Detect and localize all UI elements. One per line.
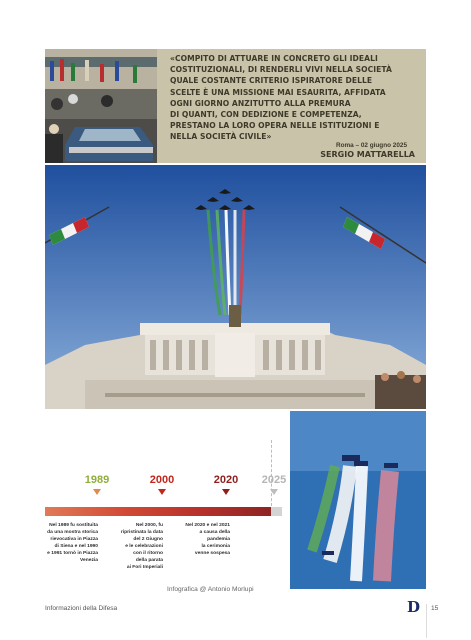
quote-panel: [157, 49, 426, 163]
quote-line: OGNI GIORNO ANZITUTTO ALLA PREMURA: [170, 98, 351, 108]
timeline-note-2020: Nel 2020 e nel 2021 a causa della pandemia la cerimonia venne sospesa: [185, 523, 230, 556]
timeline-note-1989: Nel 1989 fu sostituita da una mostra storica rievocativa in Piazza di Siena e nel 1990 e 1991 tornò in Piazza Venezia: [47, 523, 98, 563]
quote-line: SCELTE È UNA MISSIONE MAI ESAURITA, AFFIDATA: [170, 87, 386, 97]
infographic-credit: Infografica @ Antonio Morlupi: [167, 586, 254, 593]
timeline-year-2020: 2020: [213, 474, 239, 486]
timeline-bar: [45, 507, 271, 516]
quote-line: DI QUANTI, CON DEDIZIONE E COMPETENZA,: [170, 110, 362, 120]
quote-line: PRESTANO LA LORO OPERA NELLE ISTITUZIONI E: [170, 121, 380, 131]
timeline-note-2000: Nel 2000, fu ripristinata la data del 2 Giugno e le celebrazioni con il ritorno della parata ai Fori Imperiali: [120, 523, 163, 570]
timeline-bar-future: [271, 507, 282, 516]
timeline-marker-2025: [270, 489, 278, 495]
parade-cars-photo: [45, 49, 157, 163]
timeline-marker-1989: [93, 489, 101, 495]
timeline-year-2025: 2025: [261, 474, 287, 486]
aerobatic-smoke-photo: [290, 411, 426, 589]
publication-logo: D: [407, 598, 421, 616]
quote-date: Roma – 02 giugno 2025: [335, 142, 407, 149]
page-number: 15: [431, 605, 439, 612]
timeline-marker-2000: [158, 489, 166, 495]
timeline-year-1989: 1989: [84, 474, 110, 486]
timeline-dashed-marker: [271, 440, 272, 506]
vittoriano-flyover-photo: [45, 165, 426, 409]
timeline-infographic: [45, 440, 287, 580]
quote-author: SERGIO MATTARELLA: [320, 150, 415, 159]
quote-line: COSTITUZIONALI, DI RENDERLI VIVI NELLA SOCIETÀ: [170, 65, 392, 75]
quote-line: «COMPITO DI ATTUARE IN CONCRETO GLI IDEALI: [170, 54, 378, 63]
quote-text: [170, 53, 422, 143]
timeline-year-2000: 2000: [149, 474, 175, 486]
quote-line: QUALE COSTANTE CRITERIO ISPIRATORE DELLE: [170, 76, 373, 86]
quote-line: NELLA SOCIETÀ CIVILE»: [170, 132, 272, 142]
footer-publication: Informazioni della Difesa: [45, 605, 118, 612]
timeline-marker-2020: [222, 489, 230, 495]
footer-divider: [426, 604, 427, 638]
